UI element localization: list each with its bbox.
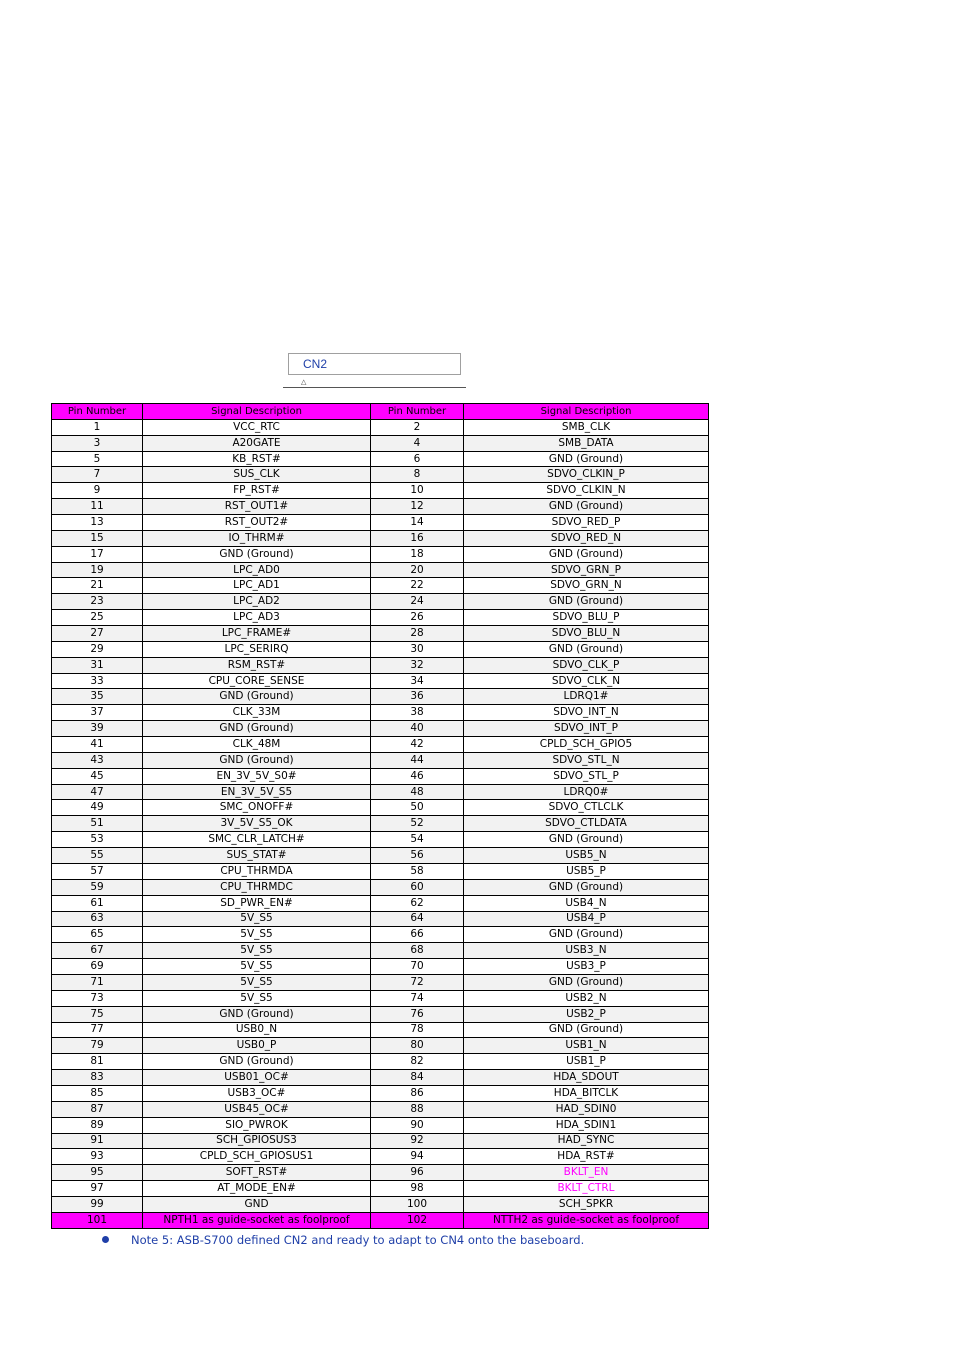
pin-number-left: 41 <box>52 737 143 753</box>
pin-number-right: 8 <box>371 467 464 483</box>
pin-number-left: 77 <box>52 1022 143 1038</box>
signal-description-left: IO_THRM# <box>143 530 371 546</box>
signal-description-left: 5V_S5 <box>143 943 371 959</box>
pin-number-right: 56 <box>371 848 464 864</box>
signal-description-left: USB01_OC# <box>143 1070 371 1086</box>
signal-description-left: SOFT_RST# <box>143 1165 371 1181</box>
pin-number-right: 70 <box>371 959 464 975</box>
signal-description-left: SCH_GPIOSUS3 <box>143 1133 371 1149</box>
signal-description-right: LDRQ1# <box>464 689 709 705</box>
pin-number-right: 18 <box>371 546 464 562</box>
signal-description-right: GND (Ground) <box>464 594 709 610</box>
pin-number-left: 27 <box>52 626 143 642</box>
pin-number-right: 84 <box>371 1070 464 1086</box>
signal-description-right: HDA_SDIN1 <box>464 1117 709 1133</box>
pin-number-right: 14 <box>371 515 464 531</box>
pin-number-left: 39 <box>52 721 143 737</box>
pin-number-left: 1 <box>52 419 143 435</box>
pin-number-left: 59 <box>52 879 143 895</box>
table-row <box>52 578 709 594</box>
table-row <box>52 483 709 499</box>
signal-description-left: LPC_SERIRQ <box>143 641 371 657</box>
table-row <box>52 752 709 768</box>
signal-description-left: 3V_5V_S5_OK <box>143 816 371 832</box>
pin-number-left: 29 <box>52 641 143 657</box>
pin-number-left: 99 <box>52 1196 143 1212</box>
table-row <box>52 515 709 531</box>
pin-number-left: 17 <box>52 546 143 562</box>
pin-number-right: 80 <box>371 1038 464 1054</box>
pin-number-left: 51 <box>52 816 143 832</box>
table-row <box>52 1054 709 1070</box>
pin-number-right: 4 <box>371 435 464 451</box>
pin-number-right: 48 <box>371 784 464 800</box>
connector-label: CN2 <box>303 357 328 371</box>
table-row <box>52 1085 709 1101</box>
pin-table-header <box>52 404 709 420</box>
signal-description-left: USB3_OC# <box>143 1085 371 1101</box>
pin-number-right: 12 <box>371 499 464 515</box>
signal-description-left: KB_RST# <box>143 451 371 467</box>
table-row <box>52 927 709 943</box>
signal-description-left: RST_OUT1# <box>143 499 371 515</box>
pin-number-left: 3 <box>52 435 143 451</box>
pin-number-left: 81 <box>52 1054 143 1070</box>
pin-number-right: 22 <box>371 578 464 594</box>
signal-description-right: SMB_DATA <box>464 435 709 451</box>
header-pin-number-right: Pin Number <box>371 404 464 420</box>
table-row <box>52 1117 709 1133</box>
signal-description-right: SDVO_CLKIN_N <box>464 483 709 499</box>
pin-number-left: 73 <box>52 990 143 1006</box>
footer-pin-left: 101 <box>52 1212 143 1228</box>
signal-description-right: SDVO_GRN_N <box>464 578 709 594</box>
signal-description-right: HDA_BITCLK <box>464 1085 709 1101</box>
signal-description-left: GND (Ground) <box>143 689 371 705</box>
signal-description-left: CPU_THRMDC <box>143 879 371 895</box>
pin-number-left: 75 <box>52 1006 143 1022</box>
table-row <box>52 594 709 610</box>
pin-number-right: 6 <box>371 451 464 467</box>
pin-number-right: 2 <box>371 419 464 435</box>
table-row <box>52 435 709 451</box>
signal-description-right: USB5_P <box>464 863 709 879</box>
pin-number-right: 42 <box>371 737 464 753</box>
signal-description-right: SDVO_CLK_N <box>464 673 709 689</box>
table-row <box>52 419 709 435</box>
signal-description-right: SDVO_INT_N <box>464 705 709 721</box>
header-pin-number-left: Pin Number <box>52 404 143 420</box>
signal-description-left: SIO_PWROK <box>143 1117 371 1133</box>
table-row <box>52 1006 709 1022</box>
pin-number-left: 85 <box>52 1085 143 1101</box>
signal-description-right: GND (Ground) <box>464 832 709 848</box>
pin-number-right: 34 <box>371 673 464 689</box>
pin-number-right: 76 <box>371 1006 464 1022</box>
table-row <box>52 974 709 990</box>
signal-description-left: LPC_AD1 <box>143 578 371 594</box>
signal-description-left: VCC_RTC <box>143 419 371 435</box>
signal-description-right: USB4_P <box>464 911 709 927</box>
signal-description-right: USB2_P <box>464 1006 709 1022</box>
footer-pin-right: 102 <box>371 1212 464 1228</box>
signal-description-left: GND (Ground) <box>143 752 371 768</box>
table-row <box>52 610 709 626</box>
table-row <box>52 1196 709 1212</box>
pin-number-left: 37 <box>52 705 143 721</box>
pin-number-right: 60 <box>371 879 464 895</box>
signal-description-right: GND (Ground) <box>464 641 709 657</box>
signal-description-left: LPC_AD0 <box>143 562 371 578</box>
signal-description-right: SDVO_CLK_P <box>464 657 709 673</box>
signal-description-left: 5V_S5 <box>143 911 371 927</box>
pin-number-right: 30 <box>371 641 464 657</box>
signal-description-right: SDVO_CLKIN_P <box>464 467 709 483</box>
signal-description-right: SDVO_CTLCLK <box>464 800 709 816</box>
signal-description-right: SDVO_GRN_P <box>464 562 709 578</box>
pin-number-left: 19 <box>52 562 143 578</box>
signal-description-left: CLK_33M <box>143 705 371 721</box>
table-row <box>52 546 709 562</box>
signal-description-right: SDVO_RED_P <box>464 515 709 531</box>
table-row <box>52 863 709 879</box>
connector-label-box <box>288 353 461 375</box>
pin-number-left: 63 <box>52 911 143 927</box>
signal-description-right: SMB_CLK <box>464 419 709 435</box>
table-row <box>52 737 709 753</box>
pin-number-right: 62 <box>371 895 464 911</box>
pin-number-left: 91 <box>52 1133 143 1149</box>
header-signal-description-right: Signal Description <box>464 404 709 420</box>
pin-table-footer-row <box>52 1212 709 1228</box>
signal-description-right: GND (Ground) <box>464 499 709 515</box>
pin-number-right: 92 <box>371 1133 464 1149</box>
signal-description-right: USB3_N <box>464 943 709 959</box>
pin-number-left: 65 <box>52 927 143 943</box>
pin-number-left: 71 <box>52 974 143 990</box>
table-row <box>52 1149 709 1165</box>
signal-description-left: AT_MODE_EN# <box>143 1181 371 1197</box>
pin-number-right: 50 <box>371 800 464 816</box>
table-row <box>52 816 709 832</box>
pin-number-left: 83 <box>52 1070 143 1086</box>
pin-number-left: 45 <box>52 768 143 784</box>
pin-number-right: 100 <box>371 1196 464 1212</box>
pin-number-left: 93 <box>52 1149 143 1165</box>
pin-number-right: 90 <box>371 1117 464 1133</box>
pin-number-left: 89 <box>52 1117 143 1133</box>
signal-description-right: GND (Ground) <box>464 974 709 990</box>
pin-number-left: 15 <box>52 530 143 546</box>
signal-description-right: SDVO_STL_P <box>464 768 709 784</box>
table-row <box>52 451 709 467</box>
table-row <box>52 943 709 959</box>
signal-description-right: GND (Ground) <box>464 451 709 467</box>
bullet-icon <box>102 1236 109 1243</box>
table-row <box>52 467 709 483</box>
table-row <box>52 784 709 800</box>
signal-description-right: USB3_P <box>464 959 709 975</box>
signal-description-right: GND (Ground) <box>464 927 709 943</box>
signal-description-left: A20GATE <box>143 435 371 451</box>
table-row <box>52 705 709 721</box>
signal-description-right: GND (Ground) <box>464 546 709 562</box>
signal-description-left: LPC_AD2 <box>143 594 371 610</box>
table-row <box>52 1165 709 1181</box>
pin-number-right: 64 <box>371 911 464 927</box>
pin-number-left: 67 <box>52 943 143 959</box>
pin-number-right: 38 <box>371 705 464 721</box>
pin-number-right: 16 <box>371 530 464 546</box>
signal-description-left: RSM_RST# <box>143 657 371 673</box>
signal-description-right: SDVO_INT_P <box>464 721 709 737</box>
pin-number-left: 21 <box>52 578 143 594</box>
signal-description-left: GND <box>143 1196 371 1212</box>
signal-description-right: LDRQ0# <box>464 784 709 800</box>
signal-description-left: FP_RST# <box>143 483 371 499</box>
pin-number-right: 82 <box>371 1054 464 1070</box>
signal-description-right: SDVO_CTLDATA <box>464 816 709 832</box>
pin-number-right: 44 <box>371 752 464 768</box>
note-text: Note 5: ASB-S700 defined CN2 and ready to adapt to CN4 onto the baseboard. <box>131 1233 585 1247</box>
signal-description-right: SDVO_RED_N <box>464 530 709 546</box>
signal-description-right: USB1_P <box>464 1054 709 1070</box>
pin-number-left: 49 <box>52 800 143 816</box>
signal-description-left: SMC_CLR_LATCH# <box>143 832 371 848</box>
pin-number-right: 54 <box>371 832 464 848</box>
table-row <box>52 990 709 1006</box>
pin-number-left: 57 <box>52 863 143 879</box>
signal-description-left: LPC_AD3 <box>143 610 371 626</box>
table-row <box>52 1038 709 1054</box>
pin-number-left: 47 <box>52 784 143 800</box>
pin-number-right: 96 <box>371 1165 464 1181</box>
pin-number-left: 97 <box>52 1181 143 1197</box>
table-row <box>52 895 709 911</box>
table-row <box>52 562 709 578</box>
signal-description-left: CPU_THRMDA <box>143 863 371 879</box>
table-row <box>52 879 709 895</box>
pin-number-left: 43 <box>52 752 143 768</box>
pin-number-right: 28 <box>371 626 464 642</box>
table-row <box>52 530 709 546</box>
table-row <box>52 848 709 864</box>
signal-description-left: RST_OUT2# <box>143 515 371 531</box>
pin-number-right: 20 <box>371 562 464 578</box>
table-row <box>52 689 709 705</box>
signal-description-right: SDVO_BLU_P <box>464 610 709 626</box>
signal-description-left: 5V_S5 <box>143 959 371 975</box>
pin-number-left: 87 <box>52 1101 143 1117</box>
pin-number-left: 7 <box>52 467 143 483</box>
connector-underline <box>283 387 466 388</box>
signal-description-left: CPLD_SCH_GPIOSUS1 <box>143 1149 371 1165</box>
pin-number-left: 35 <box>52 689 143 705</box>
pin-number-left: 25 <box>52 610 143 626</box>
table-row <box>52 1133 709 1149</box>
table-row <box>52 626 709 642</box>
pin-table-body <box>52 419 709 1212</box>
table-row <box>52 657 709 673</box>
pin-number-left: 69 <box>52 959 143 975</box>
pin-number-right: 40 <box>371 721 464 737</box>
pin-number-right: 78 <box>371 1022 464 1038</box>
signal-description-left: USB45_OC# <box>143 1101 371 1117</box>
table-row <box>52 768 709 784</box>
signal-description-right: GND (Ground) <box>464 1022 709 1038</box>
pin-number-right: 26 <box>371 610 464 626</box>
signal-description-left: GND (Ground) <box>143 1054 371 1070</box>
header-signal-description-left: Signal Description <box>143 404 371 420</box>
signal-description-right: SDVO_STL_N <box>464 752 709 768</box>
signal-description-right: USB2_N <box>464 990 709 1006</box>
pin-number-left: 23 <box>52 594 143 610</box>
pin-number-left: 5 <box>52 451 143 467</box>
table-row <box>52 641 709 657</box>
signal-description-right: SDVO_BLU_N <box>464 626 709 642</box>
table-row <box>52 832 709 848</box>
signal-description-left: EN_3V_5V_S5 <box>143 784 371 800</box>
footer-signal-left: NPTH1 as guide-socket as foolproof <box>143 1212 371 1228</box>
signal-description-left: SUS_STAT# <box>143 848 371 864</box>
pin-number-left: 79 <box>52 1038 143 1054</box>
pin-number-left: 95 <box>52 1165 143 1181</box>
signal-description-right: USB5_N <box>464 848 709 864</box>
pin-number-right: 32 <box>371 657 464 673</box>
signal-description-left: USB0_P <box>143 1038 371 1054</box>
pin-number-right: 72 <box>371 974 464 990</box>
table-row <box>52 800 709 816</box>
pin-number-right: 66 <box>371 927 464 943</box>
signal-description-right: BKLT_EN <box>464 1165 709 1181</box>
table-row <box>52 1101 709 1117</box>
signal-description-right: BKLT_CTRL <box>464 1181 709 1197</box>
pin-number-left: 11 <box>52 499 143 515</box>
pin-number-right: 36 <box>371 689 464 705</box>
signal-description-right: HAD_SDIN0 <box>464 1101 709 1117</box>
signal-description-left: SUS_CLK <box>143 467 371 483</box>
pin-number-right: 58 <box>371 863 464 879</box>
pin-number-left: 33 <box>52 673 143 689</box>
pin-number-right: 24 <box>371 594 464 610</box>
footer-signal-right: NTTH2 as guide-socket as foolproof <box>464 1212 709 1228</box>
table-row <box>52 721 709 737</box>
pin-number-right: 52 <box>371 816 464 832</box>
pin-number-right: 88 <box>371 1101 464 1117</box>
anchor-icon: △ <box>301 378 307 386</box>
signal-description-right: HAD_SYNC <box>464 1133 709 1149</box>
signal-description-right: SCH_SPKR <box>464 1196 709 1212</box>
table-row <box>52 959 709 975</box>
pin-number-left: 31 <box>52 657 143 673</box>
signal-description-left: USB0_N <box>143 1022 371 1038</box>
table-row <box>52 1181 709 1197</box>
signal-description-left: GND (Ground) <box>143 721 371 737</box>
signal-description-right: USB4_N <box>464 895 709 911</box>
pin-number-right: 68 <box>371 943 464 959</box>
pin-number-right: 94 <box>371 1149 464 1165</box>
signal-description-left: EN_3V_5V_S0# <box>143 768 371 784</box>
signal-description-left: GND (Ground) <box>143 546 371 562</box>
signal-description-left: 5V_S5 <box>143 990 371 1006</box>
pin-number-right: 86 <box>371 1085 464 1101</box>
note-line <box>102 1233 584 1248</box>
pin-number-right: 46 <box>371 768 464 784</box>
signal-description-left: 5V_S5 <box>143 927 371 943</box>
signal-description-right: HDA_RST# <box>464 1149 709 1165</box>
signal-description-left: CPU_CORE_SENSE <box>143 673 371 689</box>
signal-description-left: CLK_48M <box>143 737 371 753</box>
signal-description-left: LPC_FRAME# <box>143 626 371 642</box>
pin-number-right: 98 <box>371 1181 464 1197</box>
signal-description-right: HDA_SDOUT <box>464 1070 709 1086</box>
signal-description-left: SMC_ONOFF# <box>143 800 371 816</box>
pin-number-right: 10 <box>371 483 464 499</box>
table-row <box>52 1070 709 1086</box>
table-row <box>52 673 709 689</box>
pin-number-left: 61 <box>52 895 143 911</box>
pin-number-left: 53 <box>52 832 143 848</box>
signal-description-right: USB1_N <box>464 1038 709 1054</box>
pin-number-left: 55 <box>52 848 143 864</box>
signal-description-right: GND (Ground) <box>464 879 709 895</box>
table-row <box>52 499 709 515</box>
pin-table <box>51 403 709 1229</box>
signal-description-right: CPLD_SCH_GPIO5 <box>464 737 709 753</box>
signal-description-left: GND (Ground) <box>143 1006 371 1022</box>
signal-description-left: 5V_S5 <box>143 974 371 990</box>
table-row <box>52 911 709 927</box>
pin-number-right: 74 <box>371 990 464 1006</box>
pin-number-left: 9 <box>52 483 143 499</box>
table-row <box>52 1022 709 1038</box>
pin-number-left: 13 <box>52 515 143 531</box>
signal-description-left: SD_PWR_EN# <box>143 895 371 911</box>
